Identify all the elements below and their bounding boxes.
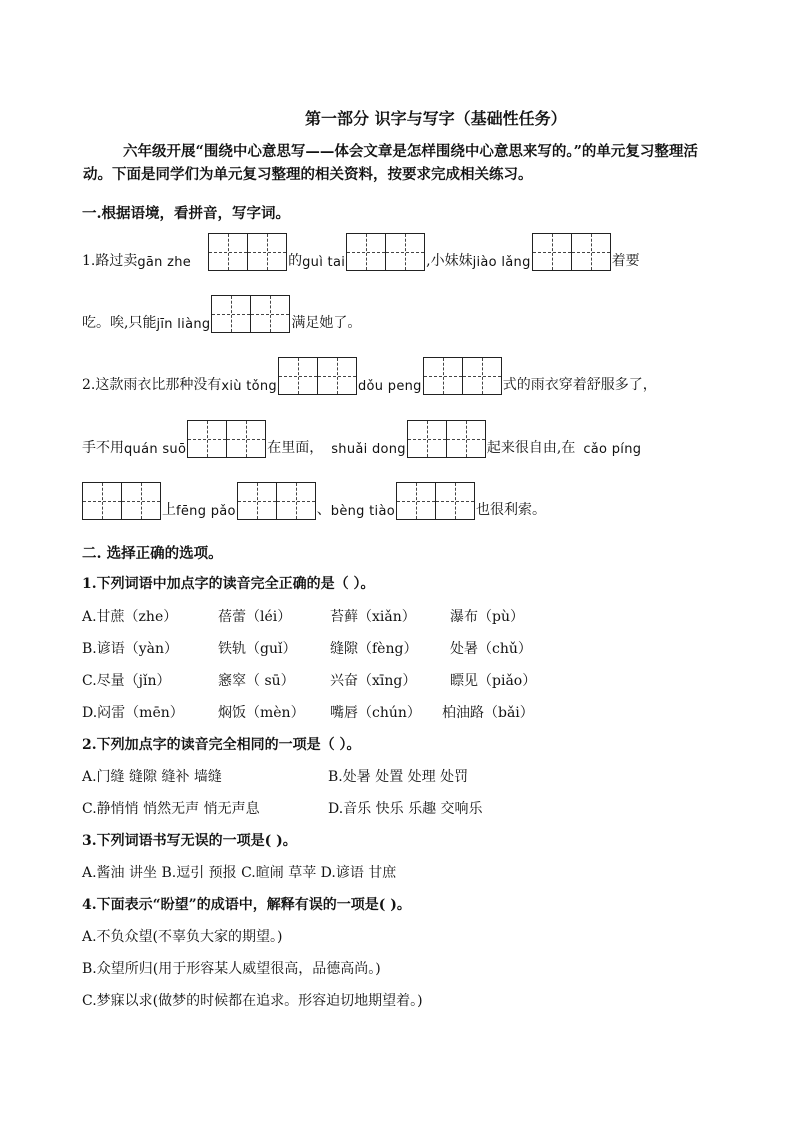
option-item[interactable]: 瀑布（pù） [450, 609, 524, 625]
line-text: 1.路过卖 [82, 253, 138, 269]
line-text: ,小妹妹 [426, 253, 473, 269]
fill-line-2 [82, 293, 361, 333]
option-item[interactable]: 兴奋（xīng） [330, 673, 417, 689]
write-box-bengtiao[interactable] [396, 482, 475, 520]
pinyin-doupeng: dǒu peng [357, 379, 422, 394]
line-text: 手不用 [82, 440, 124, 456]
write-box-ganzhe[interactable] [208, 233, 287, 271]
question-3-stem: 3.下列词语书写无误的一项是( )。 [82, 833, 297, 849]
question-4-option-b[interactable]: B.众望所归(用于形容某人威望很高，品德高尚。) [82, 961, 381, 977]
option-item[interactable]: 苔藓（xiǎn） [330, 609, 416, 625]
pinyin-jiaolang: jiào lǎng [472, 255, 531, 270]
question-2-stem: 2.下列加点字的读音完全相同的一项是（ ）。 [82, 737, 361, 753]
line-text: 2.这款雨衣比那种没有 [82, 377, 222, 393]
pinyin-shuaidong: shuǎi dong [331, 442, 406, 457]
line-text: 起来很自由,在 [486, 440, 576, 456]
question-4-stem: 4.下面表示“盼望”的成语中，解释有误的一项是( )。 [82, 897, 411, 913]
line-text: 在里面， [267, 440, 324, 456]
write-box-jiaolang[interactable] [532, 233, 611, 271]
pinyin-caoping: cǎo píng [583, 442, 642, 457]
line-text: 的 [288, 253, 303, 269]
line-text: 、 [316, 502, 331, 518]
option-item[interactable]: D.闷雷（mēn） [82, 705, 184, 721]
option-item[interactable]: 铁轨（guǐ） [218, 641, 297, 657]
option-item[interactable]: A.甘蔗（zhe） [82, 609, 178, 625]
option-item[interactable]: 窸窣（ sū） [218, 673, 295, 689]
line-text: 满足她了。 [291, 315, 362, 331]
page-title: 第一部分 识字与写字（基础性任务） [305, 109, 567, 128]
pinyin-quansuo: quán suō [124, 442, 187, 457]
option-item[interactable]: B.处暑 处置 处理 处罚 [328, 769, 469, 785]
option-item[interactable]: 蓓蕾（léi） [218, 609, 292, 625]
option-item[interactable]: 处暑（chǔ） [450, 641, 532, 657]
section-two-heading: 二. 选择正确的选项。 [82, 545, 223, 562]
option-item[interactable]: 焖饭（mèn） [218, 705, 305, 721]
question-4-option-a[interactable]: A.不负众望(不辜负大家的期望。) [82, 929, 283, 945]
fill-line-4 [82, 418, 641, 458]
fill-line-1 [82, 231, 640, 271]
write-box-quansuo[interactable] [187, 420, 266, 458]
pinyin-bengtiao: bèng tiào [330, 504, 395, 519]
option-item[interactable]: 瞟见（piǎo） [450, 673, 537, 689]
pinyin-fengpao: fēng pǎo [176, 504, 236, 519]
write-box-guitai[interactable] [346, 233, 425, 271]
line-text: 上 [162, 502, 176, 518]
pinyin-ganzhe: gān zhe [137, 255, 192, 270]
question-3-options[interactable]: A.酱油 讲坐 B.逗引 预报 C.暄闹 草苹 D.谚语 甘庶 [82, 865, 397, 881]
pinyin-jinliang: jīn liàng [156, 317, 211, 332]
line-text: 吃。唉,只能 [82, 315, 157, 331]
write-box-xiutong[interactable] [278, 357, 357, 395]
write-box-jinliang[interactable] [211, 295, 290, 333]
line-text: 着要 [611, 253, 640, 269]
line-text: 式的雨衣穿着舒服多了， [502, 377, 657, 393]
fill-line-3 [82, 355, 657, 395]
write-box-shuaidong[interactable] [407, 420, 486, 458]
option-item[interactable]: 柏油路（bǎi） [442, 705, 534, 721]
question-1-stem: 1.下列词语中加点字的读音完全正确的是（ ）。 [82, 576, 375, 592]
write-box-caoping[interactable] [82, 482, 161, 520]
write-box-fengpao[interactable] [237, 482, 316, 520]
option-item[interactable]: D.音乐 快乐 乐趣 交响乐 [328, 801, 483, 817]
option-item[interactable]: 嘴唇（chún） [330, 705, 421, 721]
section-one-heading: 一.根据语境，看拼音，写字词。 [82, 205, 291, 222]
option-item[interactable]: 缝隙（fèng） [330, 641, 418, 657]
pinyin-xiutong: xiù tǒng [221, 379, 277, 394]
fill-line-5 [82, 480, 546, 520]
option-item[interactable]: C.静悄悄 悄然无声 悄无声息 [82, 801, 260, 817]
pinyin-guitai: guì tai [302, 255, 346, 270]
write-box-doupeng[interactable] [423, 357, 502, 395]
intro-paragraph: 六年级开展“围绕中心意思写——体会文章是怎样围绕中心意思来写的。”的单元复习整理活动。下面是同学们为单元复习整理的相关资料，按要求完成相关练习。 [83, 143, 698, 183]
line-text: 也很利索。 [475, 502, 546, 518]
option-item[interactable]: A.门缝 缝隙 缝补 墙缝 [82, 769, 222, 785]
question-4-option-c[interactable]: C.梦寐以求(做梦的时候都在追求。形容迫切地期望着。) [82, 993, 423, 1009]
option-item[interactable]: C.尽量（jǐn） [82, 673, 171, 689]
option-item[interactable]: B.谚语（yàn） [82, 641, 179, 657]
